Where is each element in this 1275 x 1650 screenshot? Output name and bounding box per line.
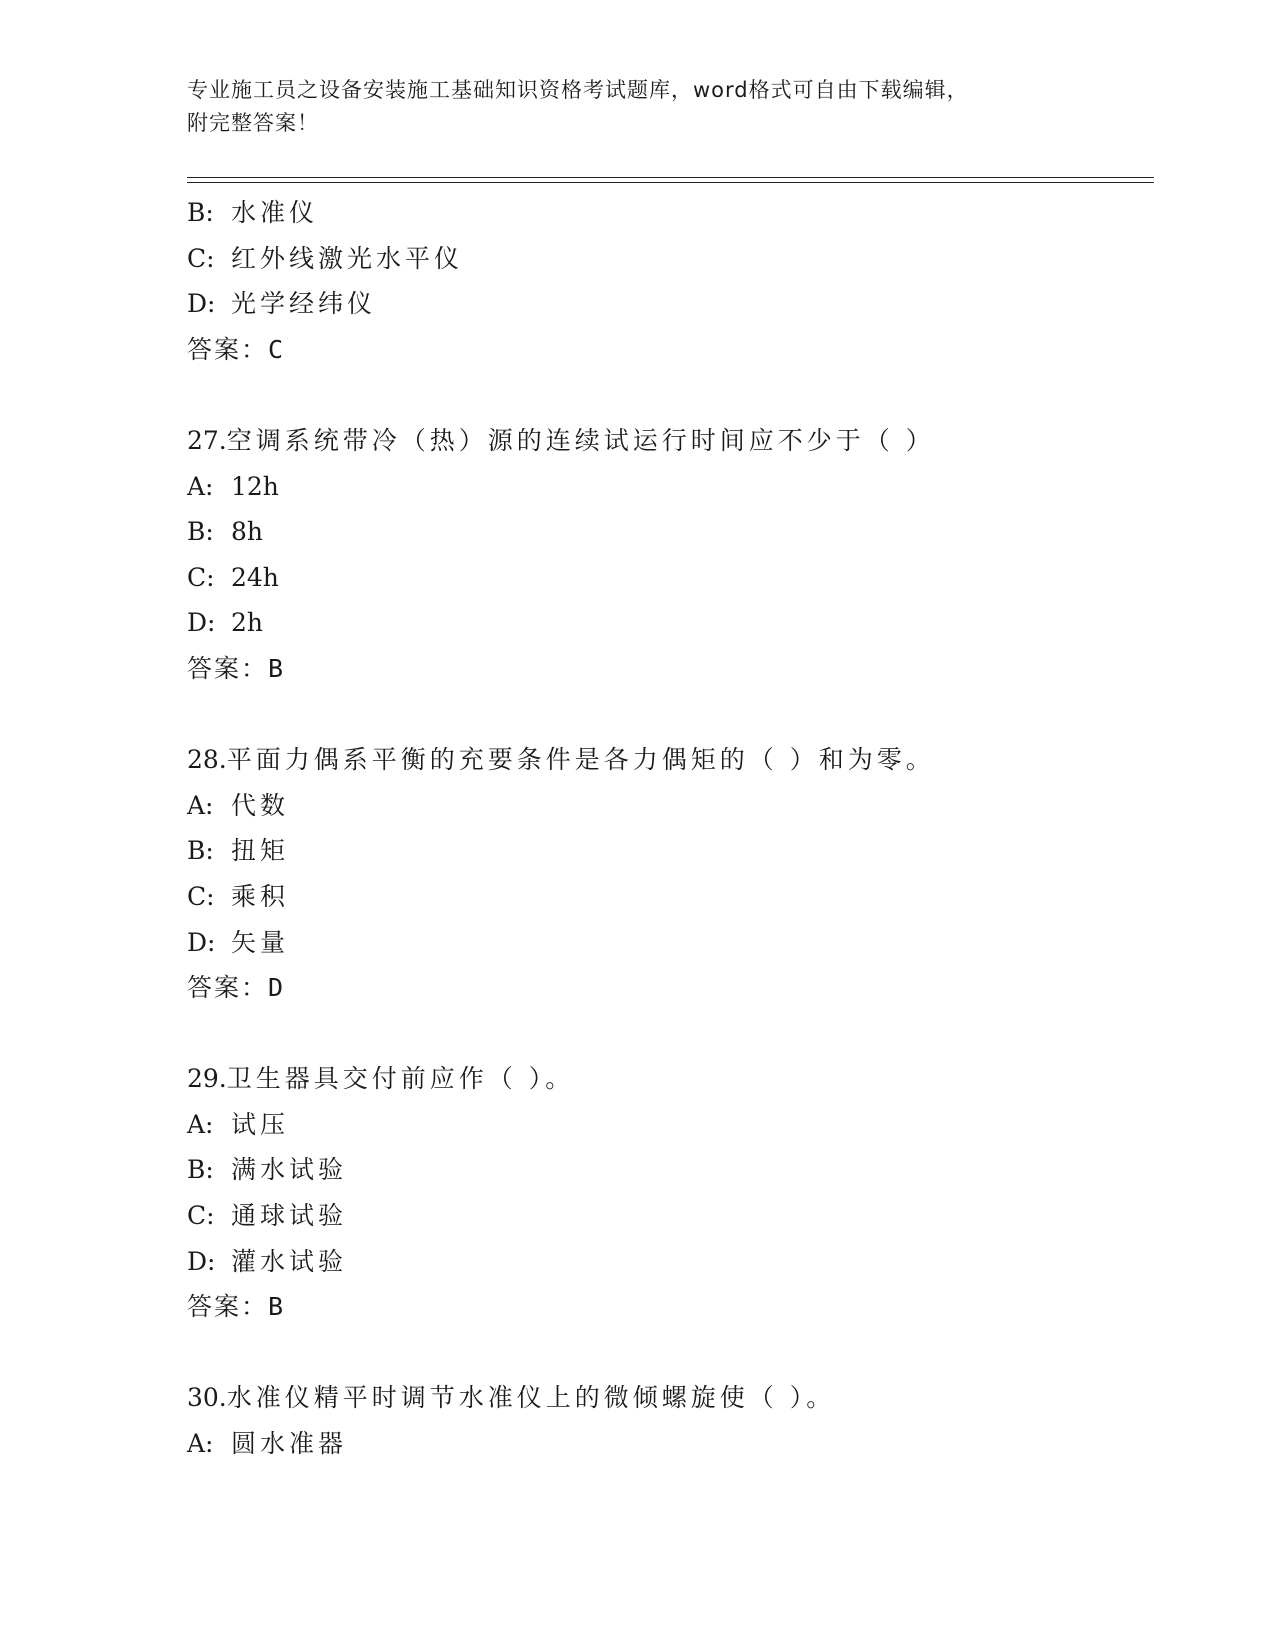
- option-label: D:: [187, 927, 216, 957]
- option-text: 24h: [231, 562, 279, 592]
- answer-row: [187, 1284, 1147, 1330]
- option-row: [187, 1193, 1147, 1239]
- option-row: [187, 1147, 1147, 1193]
- option-row: [187, 190, 1147, 236]
- option-row: [187, 1239, 1147, 1285]
- question-list: [187, 190, 1147, 1467]
- question-stem-row: [187, 737, 1147, 783]
- question-28: [187, 737, 1147, 1011]
- option-label: A:: [187, 1109, 214, 1139]
- option-label: B:: [187, 198, 214, 227]
- option-text: 光学经纬仪: [231, 289, 377, 319]
- option-label: B:: [187, 1155, 214, 1185]
- option-row: [187, 1421, 1147, 1467]
- question-stem: 空调系统带冷（热）源的连续试运行时间应不少于（ ）: [226, 425, 935, 455]
- option-row: [187, 509, 1147, 555]
- option-text: 2h: [231, 608, 264, 638]
- answer-value: C: [268, 334, 284, 364]
- question-stem-row: [187, 1375, 1147, 1421]
- option-row: [187, 555, 1147, 601]
- option-label: A:: [187, 1429, 214, 1459]
- spacer: [187, 1330, 1147, 1376]
- answer-label: 答案：: [187, 653, 269, 683]
- spacer: [187, 1011, 1147, 1057]
- option-text: 水准仪: [231, 198, 319, 227]
- option-text: 试压: [231, 1109, 290, 1139]
- option-label: D:: [187, 289, 216, 319]
- option-label: C:: [187, 881, 215, 911]
- spacer: [187, 692, 1147, 738]
- question-number: 30.: [187, 1383, 227, 1413]
- question-stem: 平面力偶系平衡的充要条件是各力偶矩的（ ）和为零。: [226, 745, 935, 775]
- option-label: D:: [187, 1246, 216, 1276]
- option-label: C:: [187, 562, 215, 592]
- option-text: 灌水试验: [231, 1246, 348, 1276]
- answer-row: [187, 965, 1147, 1011]
- option-text: 红外线激光水平仪: [231, 243, 464, 273]
- option-row: [187, 281, 1147, 327]
- answer-row: [187, 646, 1147, 692]
- question-stem-row: [187, 1056, 1147, 1102]
- option-label: A:: [187, 471, 214, 501]
- option-text: 代数: [231, 790, 290, 820]
- option-text: 通球试验: [231, 1201, 348, 1231]
- question-number: 27.: [187, 425, 227, 455]
- header-line-1: 专业施工员之设备安装施工基础知识资格考试题库，word格式可自由下载编辑，: [187, 78, 969, 102]
- header-divider-bottom: [187, 182, 1154, 183]
- question-carryover: [187, 190, 1147, 372]
- option-label: C:: [187, 243, 215, 273]
- option-label: B:: [187, 517, 214, 547]
- answer-label: 答案：: [187, 334, 269, 364]
- answer-value: D: [268, 973, 284, 1003]
- option-row: [187, 236, 1147, 282]
- question-stem: 水准仪精平时调节水准仪上的微倾螺旋使（ ）。: [226, 1383, 836, 1413]
- question-number: 29.: [187, 1064, 227, 1094]
- option-row: [187, 600, 1147, 646]
- question-29: [187, 1056, 1147, 1330]
- document-header: [187, 74, 1067, 140]
- question-27: [187, 418, 1147, 692]
- option-text: 乘积: [231, 881, 290, 911]
- answer-label: 答案：: [187, 973, 269, 1003]
- spacer: [187, 372, 1147, 418]
- option-label: D:: [187, 608, 216, 638]
- question-number: 28.: [187, 745, 227, 775]
- option-row: [187, 1102, 1147, 1148]
- header-divider-top: [187, 177, 1154, 178]
- answer-value: B: [268, 653, 284, 683]
- option-text: 扭矩: [231, 836, 290, 866]
- question-30: [187, 1375, 1147, 1466]
- option-row: [187, 874, 1147, 920]
- answer-label: 答案：: [187, 1292, 269, 1322]
- question-stem: 卫生器具交付前应作（ ）。: [226, 1064, 575, 1094]
- header-line-2: 附完整答案！: [187, 111, 319, 135]
- answer-row: [187, 327, 1147, 373]
- option-text: 12h: [231, 471, 279, 501]
- option-label: B:: [187, 836, 214, 866]
- option-text: 8h: [231, 517, 264, 547]
- option-row: [187, 828, 1147, 874]
- option-label: A:: [187, 790, 214, 820]
- option-row: [187, 920, 1147, 966]
- answer-value: B: [268, 1292, 284, 1322]
- option-text: 圆水准器: [231, 1429, 348, 1459]
- option-row: [187, 783, 1147, 829]
- option-text: 矢量: [231, 927, 290, 957]
- option-label: C:: [187, 1201, 215, 1231]
- option-row: [187, 464, 1147, 510]
- question-stem-row: [187, 418, 1147, 464]
- option-text: 满水试验: [231, 1155, 348, 1185]
